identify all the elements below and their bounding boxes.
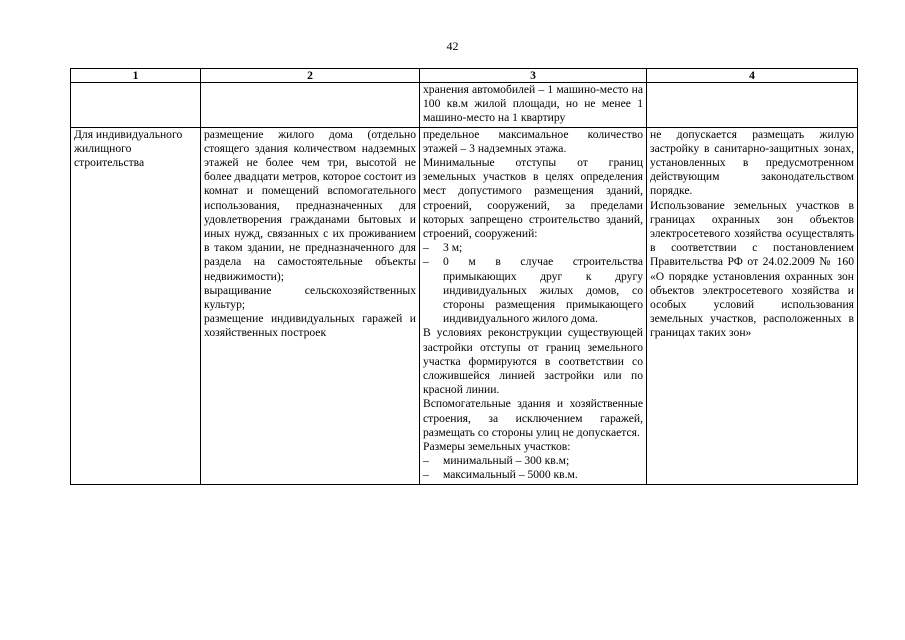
page-number: 42 (446, 39, 459, 53)
list-item (423, 241, 643, 255)
cell-cont-col4 (647, 83, 858, 128)
dash-mark: – (423, 241, 429, 255)
cell-restrictions (647, 127, 858, 484)
land-use-type: Для индивидуального жилищного строительства (74, 127, 183, 170)
header-col-4: 4 (647, 69, 858, 83)
list-item-text: максимальный – 5000 кв.м. (443, 468, 578, 482)
permitted-use-2: выращивание сельскохозяйственных культур; (204, 283, 416, 312)
header-col-2: 2 (201, 69, 420, 83)
param-plot-sizes: Размеры земельных участков: (423, 440, 571, 454)
list-item (423, 454, 643, 468)
cell-cont-col3 (420, 83, 647, 128)
list-item-text: 3 м; (443, 241, 463, 255)
continuation-text: хранения автомобилей – 1 машино-место на 100 кв.м жилой площади, но не менее 1 машино-место на 1 квартиру (423, 83, 643, 125)
table-row-continuation (71, 83, 858, 128)
param-max-floors: предельное максимальное количество этажей – 3 надземных этажа. (423, 127, 643, 155)
cell-cont-col1 (71, 83, 201, 128)
header-col-1: 1 (71, 69, 201, 83)
cell-parameters (420, 127, 647, 484)
param-reconstruction: В условиях реконструкции существующей застройки отступы от границ земельного участка формируются в соответствии со сложившейся линией застройки или по красной линии. (423, 326, 643, 397)
list-item-text: 0 м в случае строительства примыкающих друг к другу индивидуальных жилых домов, со стороны размещения примыкающего индивидуального жилого дома. (443, 255, 643, 326)
restriction-2: Использование земельных участков в границах охранных зон объектов электросетевого хозяйства осуществлять в соответствии с постановлением Правительства РФ от 24.02.2009 № 160 «О порядке установления охранных зон объектов электросетевого хозяйства и особых условий использования земельных участков, расположенных в границах таких зон» (650, 198, 854, 340)
cell-cont-col2 (201, 83, 420, 128)
table-header-row (71, 69, 858, 83)
list-item-text: минимальный – 300 кв.м; (443, 454, 570, 468)
cell-land-use-type (71, 127, 201, 484)
param-setbacks: Минимальные отступы от границ земельных участков в целях определения мест допустимого размещения зданий, строений, сооружений, за пределами которых запрещено строительство зданий, строений, сооружений: (423, 156, 643, 241)
table-row-main (71, 127, 858, 484)
dash-mark: – (423, 255, 429, 269)
header-col-3: 3 (420, 69, 647, 83)
permitted-use-3: размещение индивидуальных гаражей и хозяйственных построек (204, 312, 416, 340)
dash-mark: – (423, 468, 429, 482)
permitted-use-1: размещение жилого дома (отдельно стоящего здания количеством надземных этажей не более чем три, высотой не более двадцати метров, которое состоит из комнат и помещений вспомогательного использования, предназначенных для удовлетворения гражданами бытовых и иных нужд, связанных с их проживанием в таком здании, не предназначенного для раздела на самостоятельные объекты недвижимости); (204, 127, 416, 283)
list-item (423, 468, 643, 482)
cell-permitted-use (201, 127, 420, 484)
zoning-table (70, 68, 858, 485)
restriction-1: не допускается размещать жилую застройку в санитарно-защитных зонах, установленных в предусмотренном действующим законодательством порядке. (650, 127, 854, 198)
dash-mark: – (423, 454, 429, 468)
param-auxiliary: Вспомогательные здания и хозяйственные строения, за исключением гаражей, размещать со стороны улиц не допускается. (423, 397, 643, 439)
list-item (423, 255, 643, 326)
